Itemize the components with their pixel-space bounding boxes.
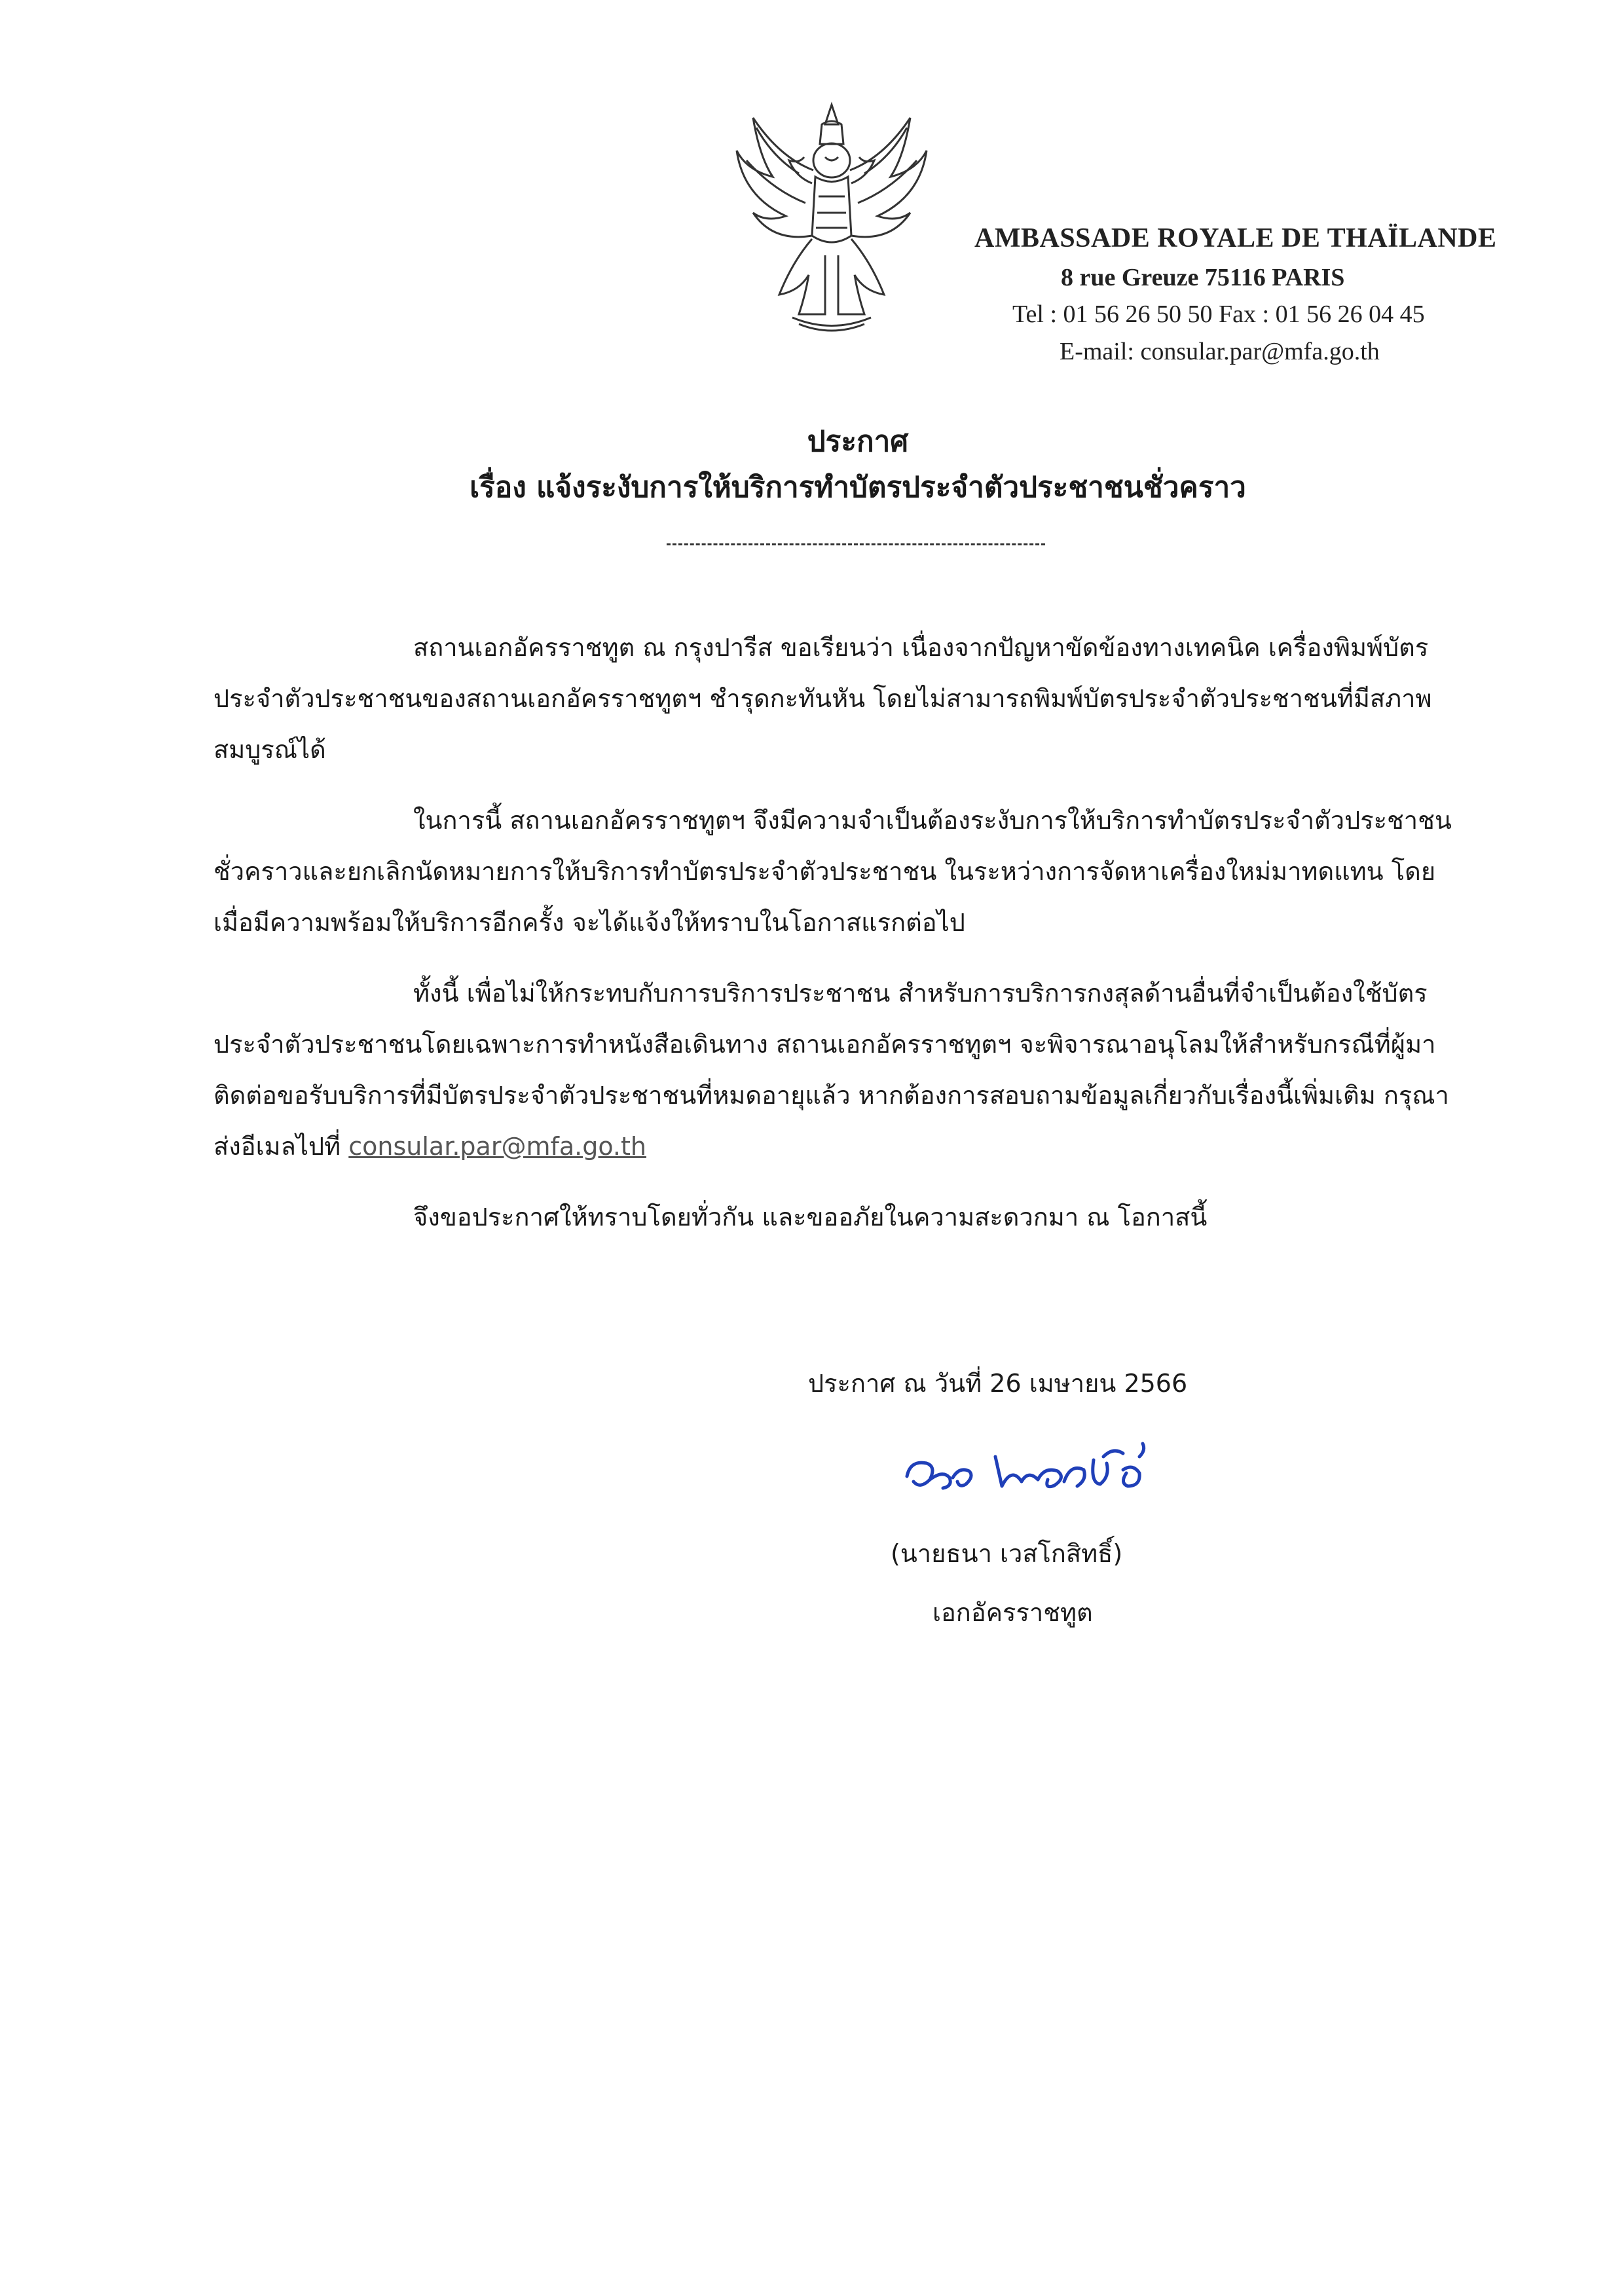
paragraph-3 <box>213 968 1464 1172</box>
paragraph-2: ในการนี้ สถานเอกอัครราชทูตฯ จึงมีความจำเป็นต้องระงับการให้บริการทำบัตรประจำตัวประชาชนชั่วคราวและยกเลิกนัดหมายการให้บริการทำบัตรประจำตัวประชาชน ในระหว่างการจัดหาเครื่องใหม่มาทดแทน โดยเมื่อมีความพร้อมให้บริการอีกครั้ง จะได้แจ้งให้ทราบในโอกาสแรกต่อไป <box>213 806 1452 937</box>
embassy-phone-fax: Tel : 01 56 26 50 50 Fax : 01 56 26 04 45 <box>1012 301 1425 328</box>
signer-title: เอกอัครราชทูต <box>932 1598 1093 1627</box>
garuda-emblem <box>727 98 936 334</box>
embassy-address: 8 rue Greuze 75116 PARIS <box>1061 264 1345 291</box>
embassy-email: E-mail: consular.par@mfa.go.th <box>1060 338 1380 365</box>
announcement-body <box>213 622 1464 1262</box>
announcement-heading: ประกาศ <box>807 425 909 458</box>
paragraph-4: จึงขอประกาศให้ทราบโดยทั่วกัน และขออภัยในความสะดวกมา ณ โอกาสนี้ <box>413 1203 1208 1231</box>
contact-email-link[interactable]: consular.par@mfa.go.th <box>348 1132 646 1161</box>
announcement-title <box>0 419 1624 511</box>
paragraph-1: สถานเอกอัครราชทูต ณ กรุงปารีส ขอเรียนว่า เนื่องจากปัญหาขัดข้องทางเทคนิค เครื่องพิมพ์บัตรประจำตัวประชาชนของสถานเอกอัครราชทูตฯ ชำรุดกะทันหัน โดยไม่สามารถพิมพ์บัตรประจำตัวประชาชนที่มีสภาพสมบูรณ์ได้ <box>213 633 1432 764</box>
embassy-name: AMBASSADE ROYALE DE THAÏLANDE <box>974 223 1497 253</box>
announcement-date: ประกาศ ณ วันที่ 26 เมษายน 2566 <box>808 1369 1188 1398</box>
announcement-subject: เรื่อง แจ้งระงับการให้บริการทำบัตรประจำตัวประชาชนชั่วคราว <box>470 471 1246 504</box>
signer-name: (นายธนา เวสโกสิทธิ์) <box>891 1539 1123 1568</box>
title-divider <box>667 543 1045 545</box>
handwritten-signature <box>897 1430 1159 1509</box>
paragraph-3-text: ทั้งนี้ เพื่อไม่ให้กระทบกับการบริการประชาชน สำหรับการบริการกงสุลด้านอื่นที่จำเป็นต้องใช้บัตรประจำตัวประชาชนโดยเฉพาะการทำหนังสือเดินทาง สถานเอกอัครราชทูตฯ จะพิจารณาอนุโลมให้สำหรับกรณีที่ผู้มาติดต่อขอรับบริการที่มีบัตรประจำตัวประชาชนที่หมดอายุแล้ว หากต้องการสอบถามข้อมูลเกี่ยวกับเรื่องนี้เพิ่มเติม กรุณาส่งอีเมลไปที่ <box>213 979 1449 1161</box>
